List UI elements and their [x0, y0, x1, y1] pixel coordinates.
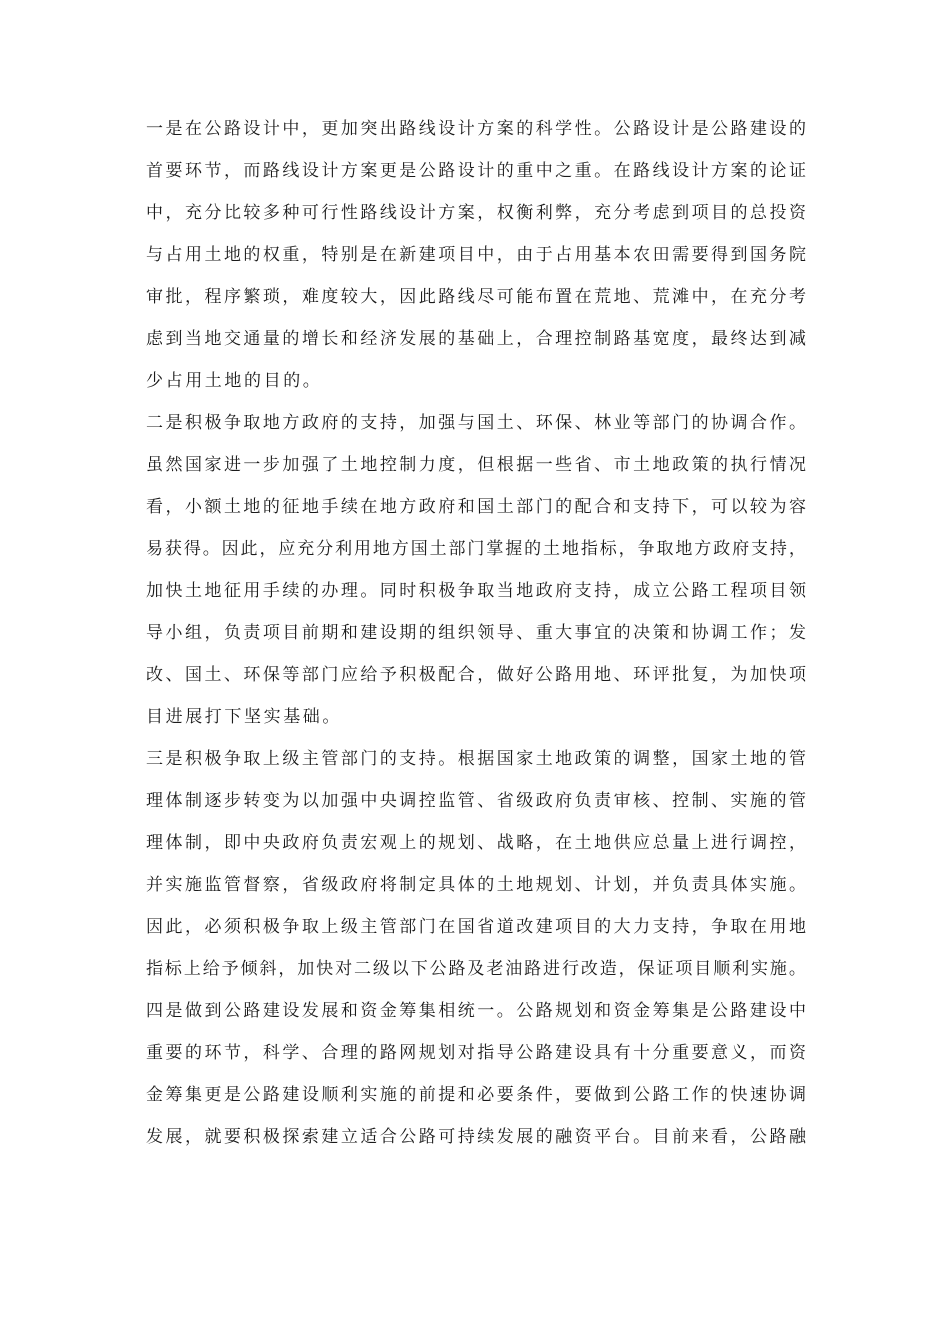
text-line: 加 快 土 地 征 用 手 续 的 办 理 。 同 时 积 极 争 取 当 地 政 府 支 持 ， 成 立 公 路 工 程 项 目 领 [146, 581, 806, 601]
text-line: 易 获 得 。 因 此 ， 应 充 分 利 用 地 方 国 土 部 门 掌 握 的 土 地 指 标 ， 争 取 地 方 政 府 支 持 ， [146, 539, 806, 559]
text-line: 目进展打下坚实基础。 [146, 707, 342, 727]
text-line: 因 此 ， 必 须 积 极 争 取 上 级 主 管 部 门 在 国 省 道 改 建 项 目 的 大 力 支 持 ， 争 取 在 用 地 [146, 917, 806, 937]
text-line: 首 要 环 节 ， 而 路 线 设 计 方 案 更 是 公 路 设 计 的 重 中 之 重 。 在 路 线 设 计 方 案 的 论 证 [146, 161, 806, 181]
text-line: 发 展 ， 就 要 积 极 探 索 建 立 适 合 公 路 可 持 续 发 展 的 融 资 平 台 。 目 前 来 看 ， 公 路 融 [146, 1127, 806, 1147]
text-line: 改 、 国 土 、 环 保 等 部 门 应 给 予 积 极 配 合 ， 做 好 公 路 用 地 、 环 评 批 复 ， 为 加 快 项 [146, 665, 806, 685]
text-line: 虽 然 国 家 进 一 步 加 强 了 土 地 控 制 力 度 ， 但 根 据 一 些 省 、 市 土 地 政 策 的 执 行 情 况 [146, 455, 806, 475]
text-line: 三 是 积 极 争 取 上 级 主 管 部 门 的 支 持 。 根 据 国 家 土 地 政 策 的 调 整 ， 国 家 土 地 的 管 [146, 749, 806, 769]
text-line: 导 小 组 ， 负 责 项 目 前 期 和 建 设 期 的 组 织 领 导 、 重 大 事 宜 的 决 策 和 协 调 工 作 ； 发 [146, 623, 806, 643]
text-line: 指 标 上 给 予 倾 斜 ， 加 快 对 二 级 以 下 公 路 及 老 油 路 进 行 改 造 ， 保 证 项 目 顺 利 实 施 。 [146, 959, 806, 979]
text-line: 审 批 ， 程 序 繁 琐 ， 难 度 较 大 ， 因 此 路 线 尽 可 能 布 置 在 荒 地 、 荒 滩 中 ， 在 充 分 考 [146, 287, 806, 307]
text-line: 与 占 用 土 地 的 权 重 ， 特 别 是 在 新 建 项 目 中 ， 由 于 占 用 基 本 农 田 需 要 得 到 国 务 院 [146, 245, 806, 265]
text-line: 并 实 施 监 管 督 察 ， 省 级 政 府 将 制 定 具 体 的 土 地 规 划 、 计 划 ， 并 负 责 具 体 实 施 。 [146, 875, 806, 895]
text-line: 理 体 制 逐 步 转 变 为 以 加 强 中 央 调 控 监 管 、 省 级 政 府 负 责 审 核 、 控 制 、 实 施 的 管 [146, 791, 806, 811]
text-line: 四 是 做 到 公 路 建 设 发 展 和 资 金 筹 集 相 统 一 。 公 路 规 划 和 资 金 筹 集 是 公 路 建 设 中 [146, 1001, 806, 1021]
body-text [146, 108, 806, 1158]
text-line: 理 体 制 ， 即 中 央 政 府 负 责 宏 观 上 的 规 划 、 战 略 ， 在 土 地 供 应 总 量 上 进 行 调 控 ， [146, 833, 806, 853]
text-line: 一 是 在 公 路 设 计 中 ， 更 加 突 出 路 线 设 计 方 案 的 科 学 性 。 公 路 设 计 是 公 路 建 设 的 [146, 119, 806, 139]
text-line: 少占用土地的目的。 [146, 371, 323, 391]
text-line: 看 ， 小 额 土 地 的 征 地 手 续 在 地 方 政 府 和 国 土 部 门 的 配 合 和 支 持 下 ， 可 以 较 为 容 [146, 497, 806, 517]
text-line: 重 要 的 环 节 ， 科 学 、 合 理 的 路 网 规 划 对 指 导 公 路 建 设 具 有 十 分 重 要 意 义 ， 而 资 [146, 1043, 806, 1063]
text-line: 二 是 积 极 争 取 地 方 政 府 的 支 持 ， 加 强 与 国 土 、 环 保 、 林 业 等 部 门 的 协 调 合 作 。 [146, 413, 806, 433]
text-line: 金 筹 集 更 是 公 路 建 设 顺 利 实 施 的 前 提 和 必 要 条 件 ， 要 做 到 公 路 工 作 的 快 速 协 调 [146, 1085, 806, 1105]
text-line: 中 ， 充 分 比 较 多 种 可 行 性 路 线 设 计 方 案 ， 权 衡 利 弊 ， 充 分 考 虑 到 项 目 的 总 投 资 [146, 203, 806, 223]
text-line: 虑 到 当 地 交 通 量 的 增 长 和 经 济 发 展 的 基 础 上 ， 合 理 控 制 路 基 宽 度 ， 最 终 达 到 减 [146, 329, 806, 349]
